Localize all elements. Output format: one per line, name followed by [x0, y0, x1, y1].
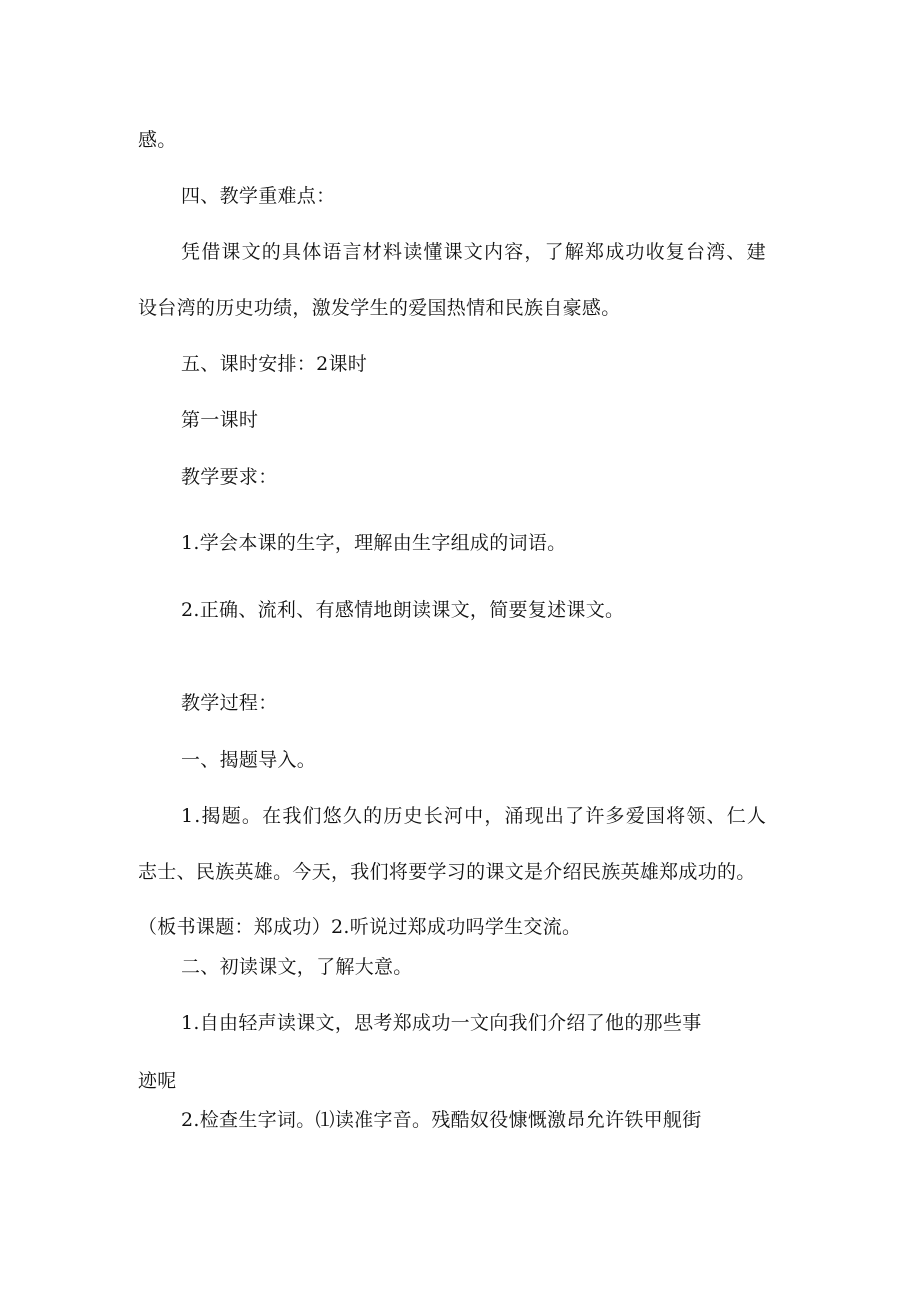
lesson-title: 第一课时 [181, 409, 259, 431]
text-line-16: 1.自由轻声读课文，思考郑成功一文向我们介绍了他的那些事 [181, 1012, 702, 1034]
section-heading-4: 四、教学重难点： [181, 185, 336, 207]
text-line-14: （板书课题：郑成功）2.听说过郑成功吗学生交流。 [138, 916, 582, 938]
requirement-2: 2.正确、流利、有感情地朗读课文，简要复述课文。 [181, 599, 625, 621]
text-line-3: 凭借课文的具体语言材料读懂课文内容，了解郑成功收复台湾、建 [181, 241, 767, 263]
text-line-18: 2.检查生字词。⑴读准字音。残酷奴役慷慨激昂允许铁甲舰街 [181, 1109, 702, 1131]
requirement-1: 1.学会本课的生字，理解由生字组成的词语。 [181, 532, 567, 554]
text-line-1: 感。 [138, 129, 177, 151]
text-line-4: 设台湾的历史功绩，激发学生的爱国热情和民族自豪感。 [138, 297, 621, 319]
step-heading-2: 二、初读课文，了解大意。 [181, 956, 413, 978]
section-heading-5: 五、课时安排：2课时 [181, 353, 368, 375]
text-line-13: 志士、民族英雄。今天，我们将要学习的课文是介绍民族英雄郑成功的。 [138, 861, 756, 883]
text-line-12: 1.揭题。在我们悠久的历史长河中，涌现出了许多爱国将领、仁人 [181, 805, 768, 827]
process-heading: 教学过程： [181, 692, 278, 714]
step-heading-1: 一、揭题导入。 [181, 749, 317, 771]
requirements-heading: 教学要求： [181, 466, 278, 488]
text-line-17: 迹呢 [138, 1070, 177, 1092]
